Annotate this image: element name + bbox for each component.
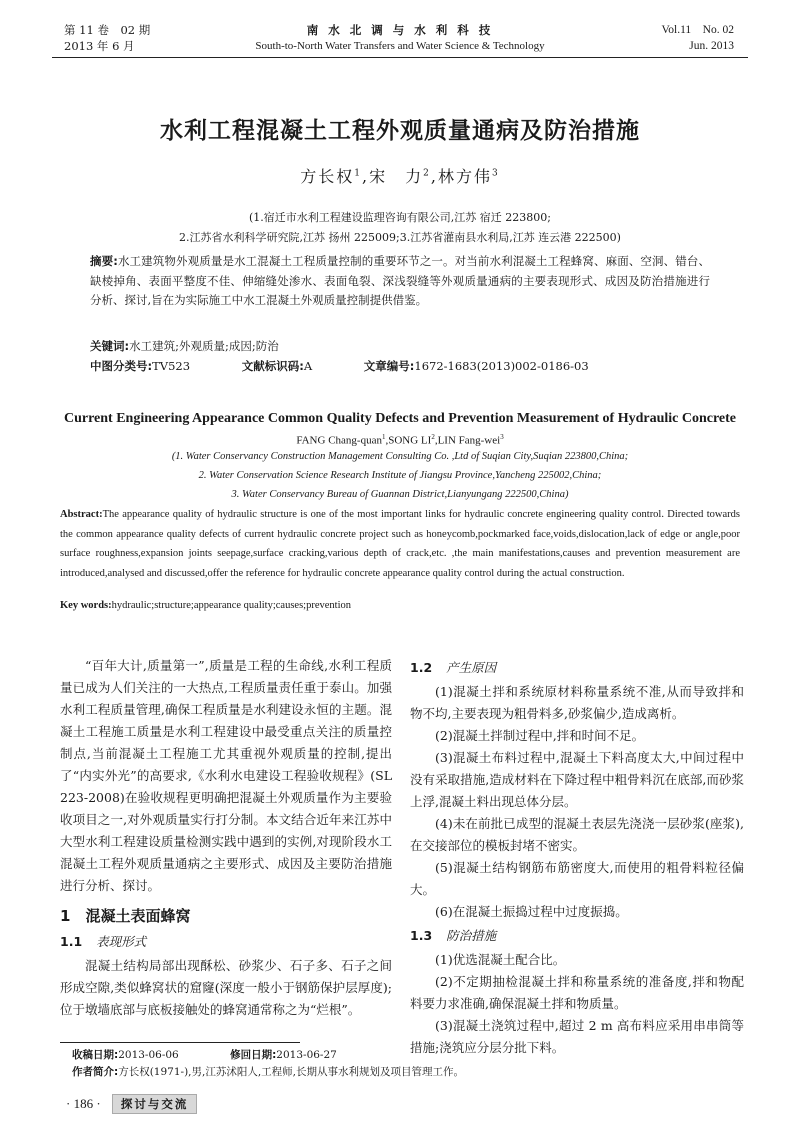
affiliation-line: (1.宿迁市水利工程建设监理咨询有限公司,江苏 宿迁 223800; — [249, 211, 551, 224]
list-item: (5)混凝土结构钢筋布筋密度大,而使用的粗骨料粒径偏大。 — [410, 860, 744, 897]
list-item: (6)在混凝土振捣过程中过度振捣。 — [435, 904, 628, 919]
body-paragraph: 混凝土结构局部出现酥松、砂浆少、石子多、石子之间形成空隙,类似蜂窝状的窟窿(深度一般小于钢筋保护层厚度);位于墩墙底部与底板接触处的蜂窝通常称之为“烂根”。 — [60, 958, 392, 1017]
section-heading: 1 混凝土表面蜂窝 — [60, 907, 191, 925]
abstract-en: Abstract:The appearance quality of hydraulic structure is one of the most important links for hydraulic concrete engineering quality control. Directed towards the common appearance quality defects of current hydraulic concrete project such as honeycomb,pockmarked face,voids,dislocation,lack of edge or angle,poor surface roughness,expansion joints seepage,surface cracking,various depth of crack,etc. ,the main manifestations,causes and prevention measurement are introduced,analysed and discussed,offer the reference for hydraulic concrete appearance quality control during the actual construction. — [60, 509, 740, 579]
list-item: (2)不定期抽检混凝土拌和称量系统的准备度,拌和物配料要力求准确,确保混凝土拌和物质量。 — [410, 974, 744, 1011]
author: 宋 力 — [369, 167, 424, 186]
abstract-cn: 摘要:水工建筑物外观质量是水工混凝土工程质量控制的重要环节之一。对当前水利混凝土工程蜂窝、麻面、空洞、错台、缺棱掉角、表面平整度不佳、伸缩缝处渗水、表面龟裂、深浅裂缝等外观质量通病的主要表现形式、成因及防治措施进行分析、探讨,旨在为实际施工中水工混凝土外观质量控制提供借鉴。 — [90, 254, 710, 307]
footnote-author-bio: 作者简介:方长权(1971-),男,江苏沭阳人,工程师,长期从事水利规划及项目管理工作。 — [72, 1066, 465, 1078]
page-number: · 186 · — [66, 1096, 101, 1111]
page-footer — [66, 1094, 197, 1114]
clc-number: 中图分类号:TV523 — [90, 359, 191, 373]
body-column-right — [410, 655, 744, 1059]
keywords-cn: 关键词:水工建筑;外观质量;成因;防治 — [90, 339, 279, 353]
author-list: 方长权$^1$,宋 力$^2$,林方伟$^3$ — [300, 167, 500, 186]
list-item: (4)未在前批已成型的混凝土表层先浇浇一层砂浆(座浆),在交接部位的模板封堵不密实。 — [410, 816, 744, 853]
list-item: (1)混凝土拌和系统原材料称量系统不准,从而导致拌和物不均,主要表现为粗骨料多,砂浆偏少,造成离析。 — [410, 684, 744, 721]
list-item: (3)混凝土浇筑过程中,超过 2 m 高布料应采用串串筒等措施;浇筑应分层分批下料。 — [410, 1018, 744, 1055]
header-volume: 第 11 卷 02 期 2013 年 6 月 — [64, 23, 151, 53]
author: 林方伟 — [437, 167, 492, 186]
author: 方长权 — [300, 167, 355, 186]
running-header — [52, 22, 748, 58]
paper-title-en: Current Engineering Appearance Common Quality Defects and Prevention Measurement of Hydraulic Concrete — [63, 411, 737, 426]
body-column-left — [60, 655, 392, 1021]
affiliation-en-line: (1. Water Conservancy Construction Management Consulting Co. ,Ltd of Suqian City,Suqian 223800,China; — [171, 451, 629, 462]
section-tag: 探讨与交流 — [112, 1094, 198, 1114]
document-code: 文献标识码:A — [241, 359, 313, 373]
list-item: (2)混凝土拌制过程中,拌和时间不足。 — [435, 728, 645, 743]
list-item: (1)优选混凝土配合比。 — [435, 952, 566, 967]
footnote-divider — [60, 1042, 300, 1043]
affiliation-en-line: 2. Water Conservation Science Research Institute of Jiangsu Province,Yancheng 225002,China; — [198, 470, 602, 481]
classification-row — [90, 358, 710, 374]
author-list-en: FANG Chang-quan$^1$,SONG $LI^2,LIN$ Fang-wei$^3$ — [296, 433, 504, 447]
affiliation-en-line: 3. Water Conservancy Bureau of Guannan District,Lianyungang 222500,China) — [231, 489, 569, 500]
affiliation-line: 2.江苏省水利科学研究院,江苏 扬州 225009;3.江苏省灌南县水利局,江苏 连云港 222500) — [179, 231, 621, 244]
header-issue: Vol.11 No. 02 Jun. 2013 — [661, 24, 734, 52]
subsection-heading: 1.1 表现形式 — [60, 934, 147, 949]
subsection-heading: 1.3 防治措施 — [410, 928, 497, 943]
paper-title: 水利工程混凝土工程外观质量通病及防治措施 — [160, 118, 640, 144]
intro-paragraph: “百年大计,质量第一”,质量是工程的生命线,水利工程质量已成为人们关注的一大热点,工程质量责任重于泰山。加强水利工程质量管理,确保工程质量是水利建设永恒的主题。混凝土工程施工质量是水利工程建设中最受重点关注的质量控制点,当前混凝土工程施工尤其重视外观质量的控制,提出了“内实外光”的高要求,《水利水电建设工程验收规程》(SL 223-2008)在验收规程更明确把混凝土外观质量作为主要验收项目之一,对外观质量实行打分制。本文结合近年来江苏中大型水利工程建设质量检测实践中遇到的实例,对现阶段水工混凝土工程外观质量通病之主要形式、成因及主要防治措施进行分析、探讨。 — [60, 658, 392, 893]
article-number: 文章编号:1672-1683(2013)002-0186-03 — [363, 359, 589, 373]
keywords-en: Key words:hydraulic;structure;appearance quality;causes;prevention — [60, 600, 351, 611]
subsection-heading: 1.2 产生原因 — [410, 660, 497, 675]
header-journal-name: 南 水 北 调 与 水 利 科 技 South-to-North Water Transfers and Water Science & Technology — [255, 23, 545, 52]
list-item: (3)混凝土布料过程中,混凝土下料高度太大,中间过程中没有采取措施,造成材料在下降过程中粗骨料沉在底部,而砂浆上浮,混凝土料出现总体分层。 — [410, 750, 744, 809]
footnote-dates: 收稿日期:2013-06-06 修回日期:2013-06-27 — [72, 1049, 337, 1061]
